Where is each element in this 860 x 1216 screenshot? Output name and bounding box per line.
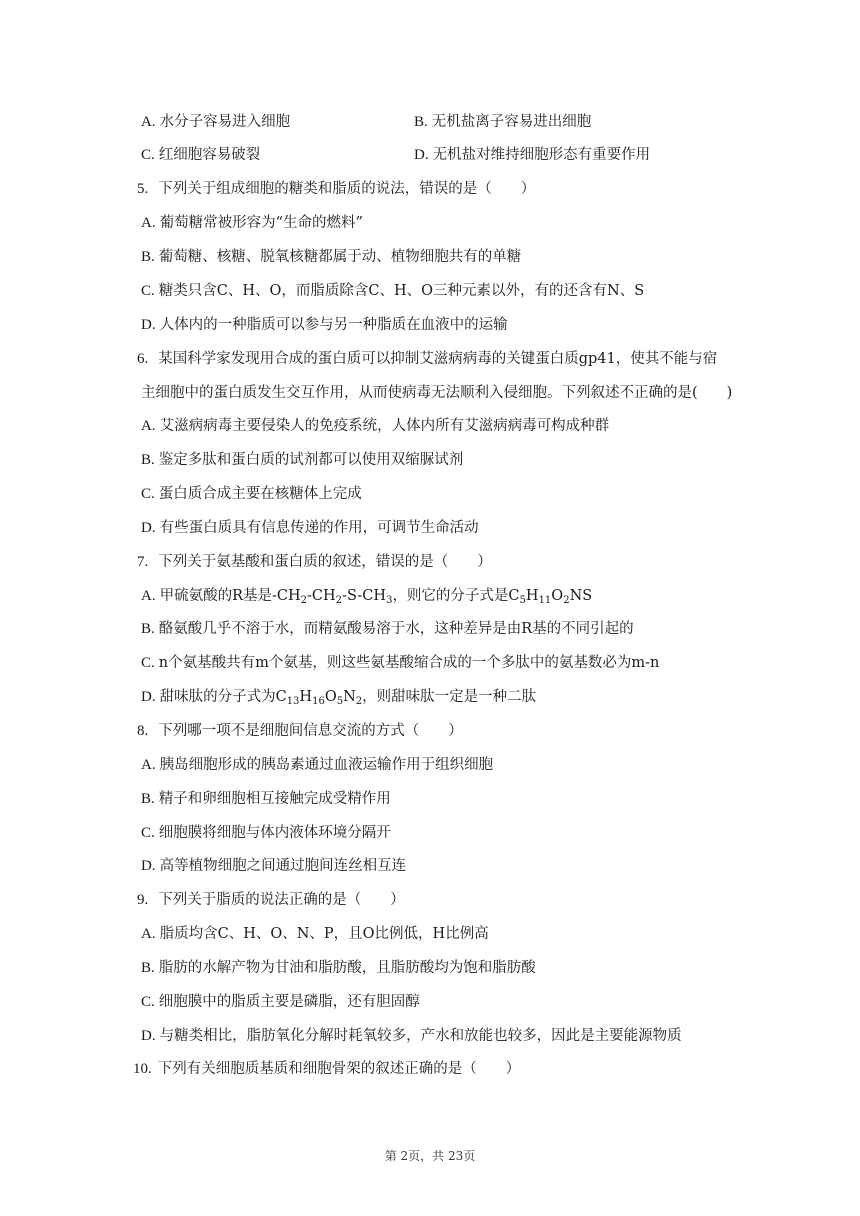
page-footer: 第 2页，共 23页 [384,1149,476,1163]
q5-stem: 5. 下列关于组成细胞的糖类和脂质的说法，错误的是（ ） [137,181,536,197]
q5-option-d: D. 人体内的一种脂质可以参与另一种脂质在血液中的运输 [141,317,508,333]
q9-option-d: D. 与糖类相比，脂肪氧化分解时耗氧较多，产水和放能也较多，因此是主要能源物质 [141,1028,682,1044]
q7-option-b: B. 酪氨酸几乎不溶于水，而精氨酸易溶于水，这种差异是由R基的不同引起的 [141,621,634,637]
q6-option-c: C. 蛋白质合成主要在核糖体上完成 [141,486,362,502]
q8-option-b: B. 精子和卵细胞相互接触完成受精作用 [141,791,391,807]
q5-option-c: C. 糖类只含C、H、O，而脂质除含C、H、O三种元素以外，有的还含有N、S [141,283,645,299]
q9-option-b: B. 脂肪的水解产物为甘油和脂肪酸，且脂肪酸均为饱和脂肪酸 [141,960,536,976]
q7-option-a: A. 甲硫氨酸的R基是$-CH_2-CH_2-S-CH_3$，则它的分子式是$C_5H_{11}O_2NS$ [141,588,593,606]
q6-option-b: B. 鉴定多肽和蛋白质的试剂都可以使用双缩脲试剂 [141,452,464,468]
q4-option-a: A. 水分子容易进入细胞 [141,114,291,130]
q4-option-c: C. 红细胞容易破裂 [141,147,261,163]
q8-stem: 8. 下列哪一项不是细胞间信息交流的方式（ ） [137,723,463,739]
q6-option-d: D. 有些蛋白质具有信息传递的作用，可调节生命活动 [141,520,479,536]
q9-stem: 9. 下列关于脂质的说法正确的是（ ） [137,892,405,908]
q6-option-a: A. 艾滋病病毒主要侵染人的免疫系统，人体内所有艾滋病病毒可构成种群 [141,418,610,434]
q4-option-b: B. 无机盐离子容易进出细胞 [414,114,592,130]
q7-option-c: C. n个氨基酸共有m个氨基，则这些氨基酸缩合成的一个多肽中的氨基数必为m-n [141,655,660,671]
q8-option-a: A. 胰岛细胞形成的胰岛素通过血液运输作用于组织细胞 [141,757,494,773]
q7-option-d: D. 甜味肽的分子式为$C_{13}H_{16}O_5N_2$，则甜味肽一定是一种二肽 [141,689,537,707]
q9-option-c: C. 细胞膜中的脂质主要是磷脂，还有胆固醇 [141,994,420,1010]
q7-stem: 7. 下列关于氨基酸和蛋白质的叙述，错误的是（ ） [137,554,492,570]
q9-option-a: A. 脂质均含C、H、O、N、P，且O比例低，H比例高 [141,926,489,942]
q8-option-c: C. 细胞膜将细胞与体内液体环境分隔开 [141,825,391,841]
q8-option-d: D. 高等植物细胞之间通过胞间连丝相互连 [141,858,407,874]
q6-stem-line-1: 6. 某国科学家发现用合成的蛋白质可以抑制艾滋病病毒的关键蛋白质gp41，使其不能与宿 [137,351,718,367]
q5-option-a: A. 葡萄糖常被形容为“生命的燃料” [141,215,363,231]
q4-option-d: D. 无机盐对维持细胞形态有重要作用 [414,147,651,163]
q5-option-b: B. 葡萄糖、核糖、脱氧核糖都属于动、植物细胞共有的单糖 [141,249,522,265]
q6-stem-line-2: 主细胞中的蛋白质发生交互作用，从而使病毒无法顺利入侵细胞。下列叙述不正确的是( ) [141,385,733,401]
q10-stem: 10. 下列有关细胞质基质和细胞骨架的叙述正确的是（ ） [133,1061,521,1077]
